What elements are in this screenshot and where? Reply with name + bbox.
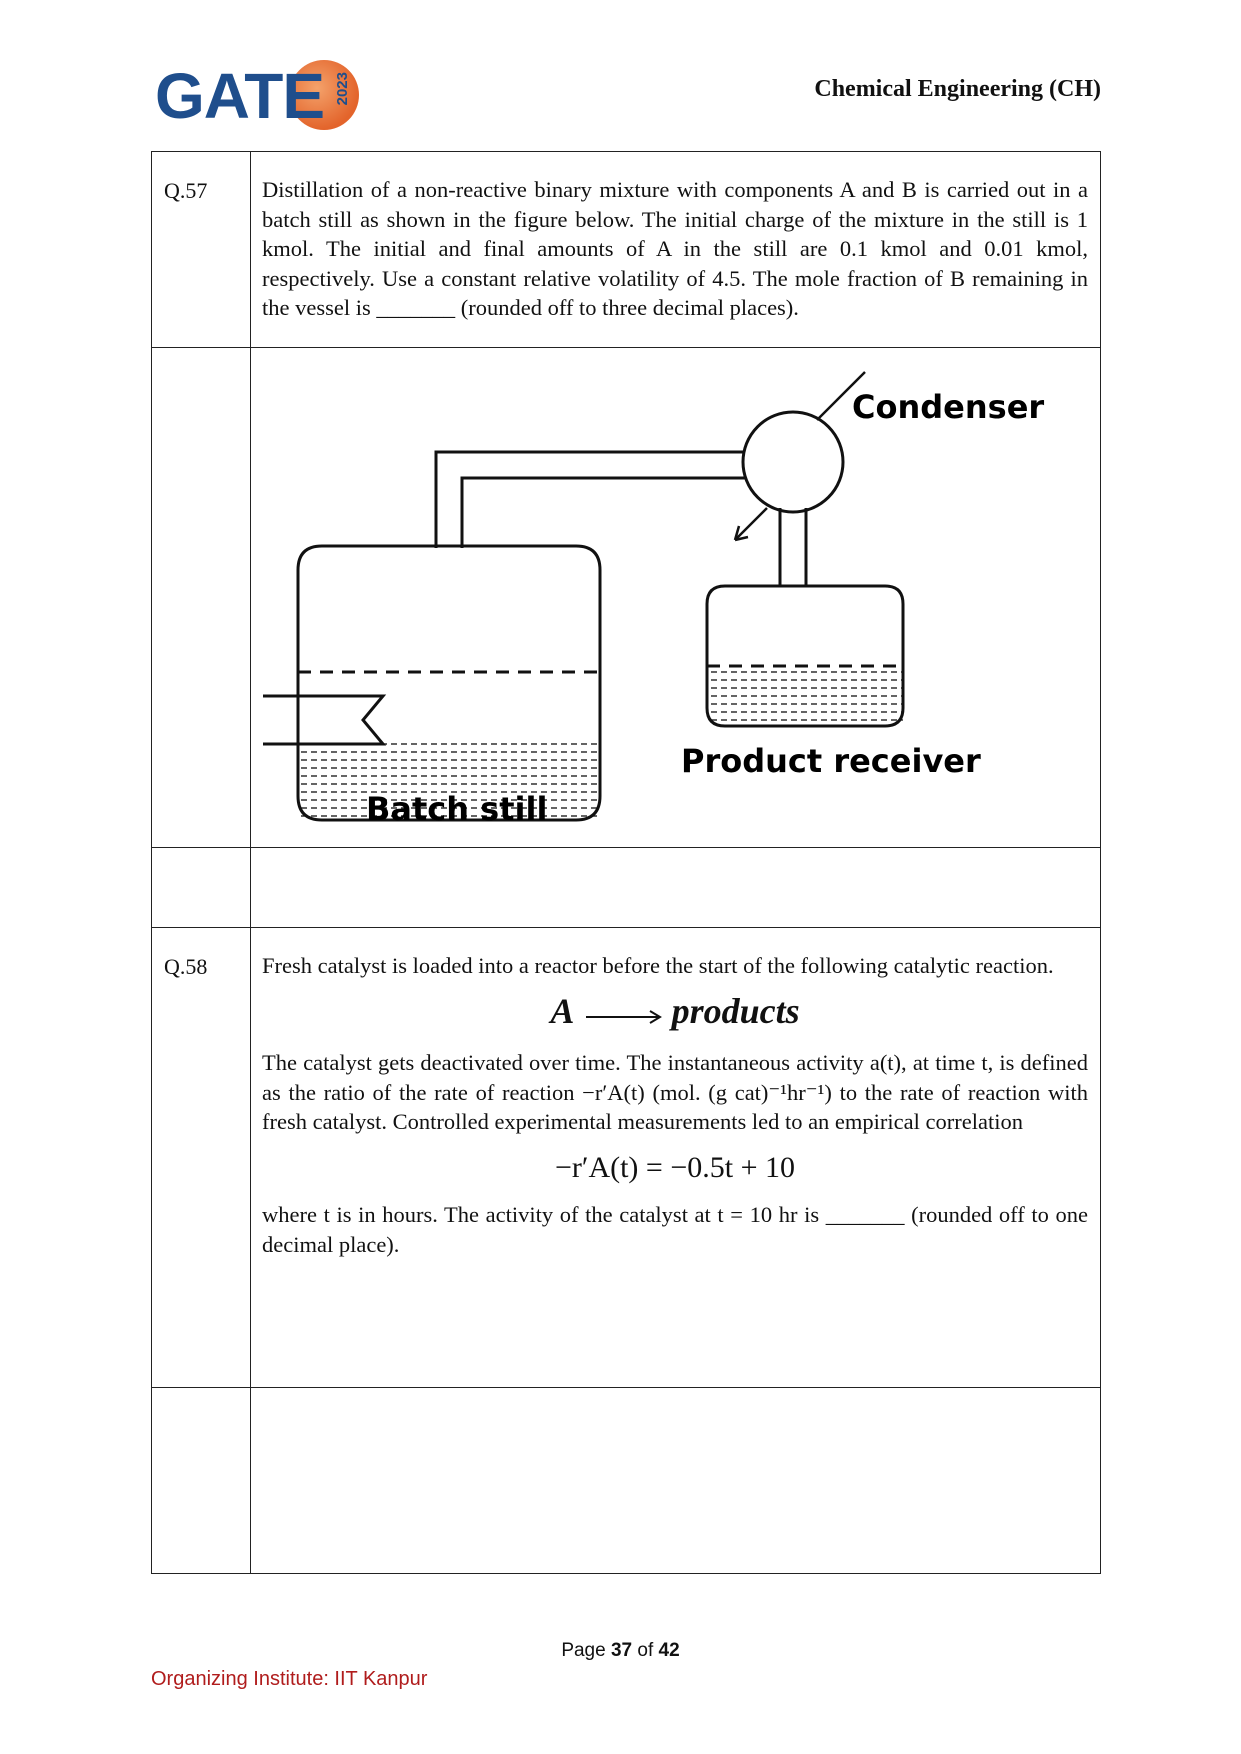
logo-text: GATE bbox=[155, 60, 325, 132]
page-label: Page bbox=[561, 1640, 606, 1661]
empty-cell bbox=[152, 848, 251, 928]
q57-row bbox=[152, 152, 1101, 348]
page-total: 42 bbox=[658, 1640, 680, 1661]
reaction-product: products bbox=[671, 990, 800, 1031]
empty-cell bbox=[152, 1388, 251, 1574]
condenser-label: Condenser bbox=[852, 388, 1045, 426]
q58-row bbox=[152, 928, 1101, 1388]
receiver-label: Product receiver bbox=[681, 742, 981, 780]
page-of: of bbox=[637, 1640, 654, 1661]
answer-row bbox=[152, 1388, 1101, 1574]
empty-cell bbox=[152, 348, 251, 848]
condensate-pipe bbox=[780, 508, 806, 586]
rate-equation: −r′A(t) = −0.5t + 10 bbox=[554, 1150, 796, 1184]
batch-still-vessel bbox=[298, 546, 600, 820]
logo-year: 2023 bbox=[334, 72, 351, 106]
still-label: Batch still bbox=[366, 790, 548, 828]
question-table bbox=[151, 151, 1101, 1574]
q58-closing: where t is in hours. The activity of the catalyst at t = 10 hr is _______ (rounded off to one decimal place). bbox=[262, 1202, 1088, 1257]
empty-cell bbox=[251, 1388, 1101, 1574]
condenser bbox=[735, 372, 865, 540]
product-receiver-vessel bbox=[707, 586, 903, 726]
empty-cell bbox=[251, 848, 1101, 928]
q58-number: Q.58 bbox=[152, 928, 251, 1388]
q57-number: Q.57 bbox=[152, 152, 251, 348]
q57-figure-cell bbox=[251, 348, 1101, 848]
reaction-reactant: A bbox=[550, 990, 575, 1031]
q58-content bbox=[251, 928, 1101, 1388]
q57-figure-row bbox=[152, 348, 1101, 848]
reaction-formula bbox=[262, 990, 1088, 1031]
q58-body: The catalyst gets deactivated over time. The instantaneous activity a(t), at time t, is defined as the ratio of the rate of reaction −r′A(t) (mol. (g cat)⁻¹hr⁻¹) to the rate of reaction with fresh catalyst. Controlled experimental measurements led to an empirical correlation bbox=[262, 1050, 1088, 1134]
page-number bbox=[0, 1640, 1241, 1662]
reaction-arrow-icon bbox=[580, 1007, 666, 1027]
vapour-pipe bbox=[436, 452, 759, 548]
organizer: Organizing Institute: IIT Kanpur bbox=[151, 1668, 428, 1690]
page-current: 37 bbox=[610, 1640, 633, 1661]
gate-logo bbox=[155, 58, 355, 138]
q58-intro: Fresh catalyst is loaded into a reactor before the start of the following catalytic reaction. bbox=[262, 953, 1054, 978]
batch-distillation-diagram bbox=[251, 348, 1111, 842]
spacer-row bbox=[152, 848, 1101, 928]
heating-coil-icon bbox=[263, 696, 383, 744]
paper-title: Chemical Engineering (CH) bbox=[814, 76, 1101, 102]
q57-text: Distillation of a non-reactive binary mixture with components A and B is carried out in a batch still as shown in the figure below. The initial charge of the mixture in the still is 1 kmol. The initial and final amounts of A in the still are 0.1 kmol and 0.01 kmol, respectively. Use a constant relative volatility of 4.5. The mole fraction of B remaining in the vessel is _______ (rounded off to three decimal places). bbox=[251, 152, 1101, 348]
